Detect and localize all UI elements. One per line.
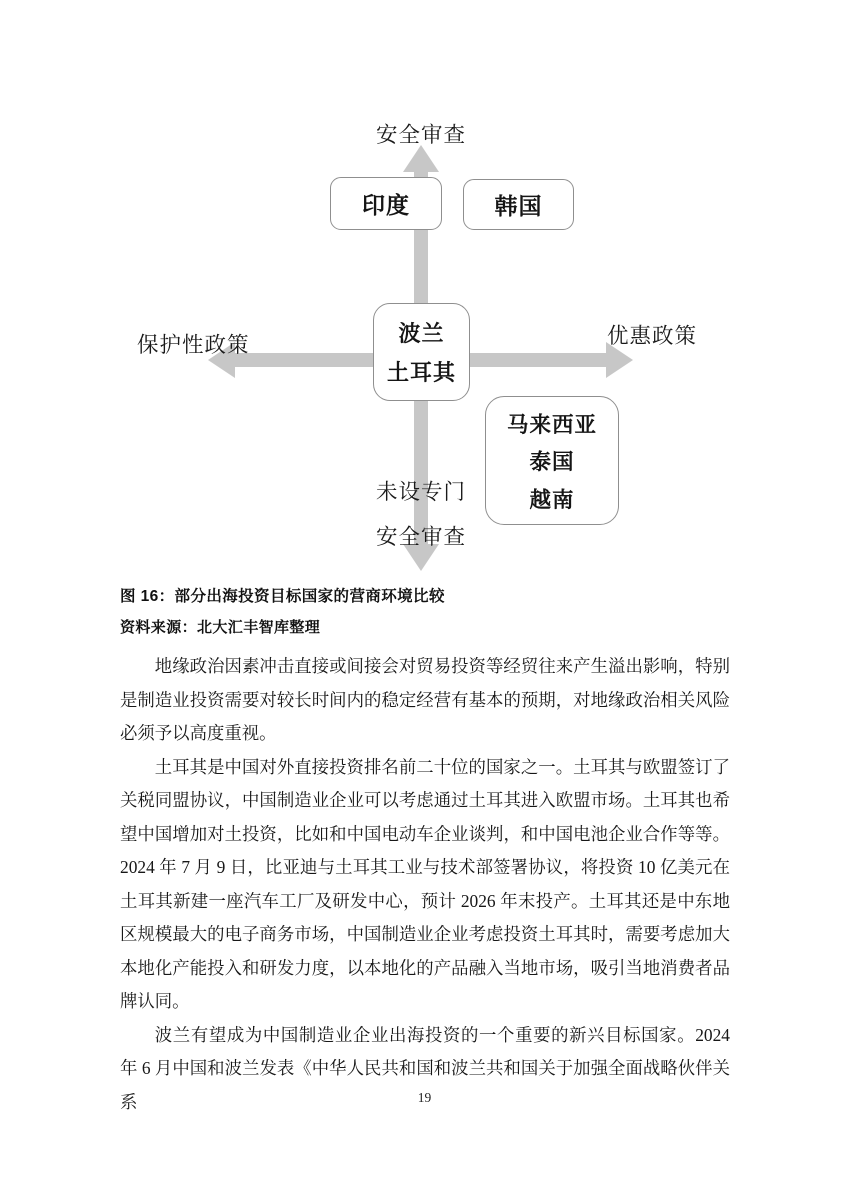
axis-label-protective-policy: 保护性政策 [137, 333, 250, 357]
paragraph-turkey: 土耳其是中国对外直接投资排名前二十位的国家之一。土耳其与欧盟签订了关税同盟协议，中国制造业企业可以考虑通过土耳其进入欧盟市场。土耳其也希望中国增加对土投资，比如和中国电动车企业谈判，和中国电池企业合作等等。2024 年 7 月 9 日，比亚迪与土耳其工业与技术部签署协议，将投资 10 亿美元在土耳其新建一座汽车工厂及研发中心，预计 2026 年末投产。土耳其还是中东地区规模最大的电子商务市场，中国制造业企业考虑投资土耳其时，需要考虑加大本地化产能投入和研发力度，以本地化的产品融入当地市场，吸引当地消费者品牌认同。 [120, 756, 730, 1011]
figure-16-diagram [0, 0, 849, 580]
figure-caption: 图 16：部分出海投资目标国家的营商环境比较 [120, 588, 445, 605]
axis-label-no-special-line1: 未设专门 [375, 480, 467, 504]
axis-label-security-review-top: 安全审查 [375, 123, 467, 147]
country-box-poland-turkey [373, 303, 470, 401]
country-label-poland: 波兰 [398, 320, 445, 346]
country-box-india [330, 177, 442, 230]
page-number: 19 [417, 1090, 432, 1105]
country-label-thailand: 泰国 [529, 450, 575, 474]
country-label-korea: 韩国 [494, 194, 543, 219]
country-box-southeast-asia [485, 396, 619, 525]
country-box-korea [463, 179, 574, 230]
country-label-malaysia: 马来西亚 [506, 412, 597, 437]
axis-label-preferential-policy: 优惠政策 [607, 324, 698, 348]
arrow-up-icon [403, 145, 439, 172]
paragraph-geopolitics: 地缘政治因素冲击直接或间接会对贸易投资等经贸往来产生溢出影响，特别是制造业投资需要对较长时间内的稳定经营有基本的预期，对地缘政治相关风险必须予以高度重视。 [120, 656, 730, 743]
figure-source: 资料来源：北大汇丰智库整理 [120, 619, 321, 636]
body-text-block [120, 650, 730, 1119]
country-label-vietnam: 越南 [529, 487, 575, 512]
country-label-india: 印度 [362, 193, 410, 218]
paragraph-poland: 波兰有望成为中国制造业企业出海投资的一个重要的新兴目标国家。2024 年 6 月中国和波兰发表《中华人民共和国和波兰共和国关于加强全面战略伙伴关系 [120, 1024, 730, 1112]
country-label-turkey: 土耳其 [386, 360, 456, 386]
axis-label-no-special-line2: 安全审查 [375, 525, 467, 549]
